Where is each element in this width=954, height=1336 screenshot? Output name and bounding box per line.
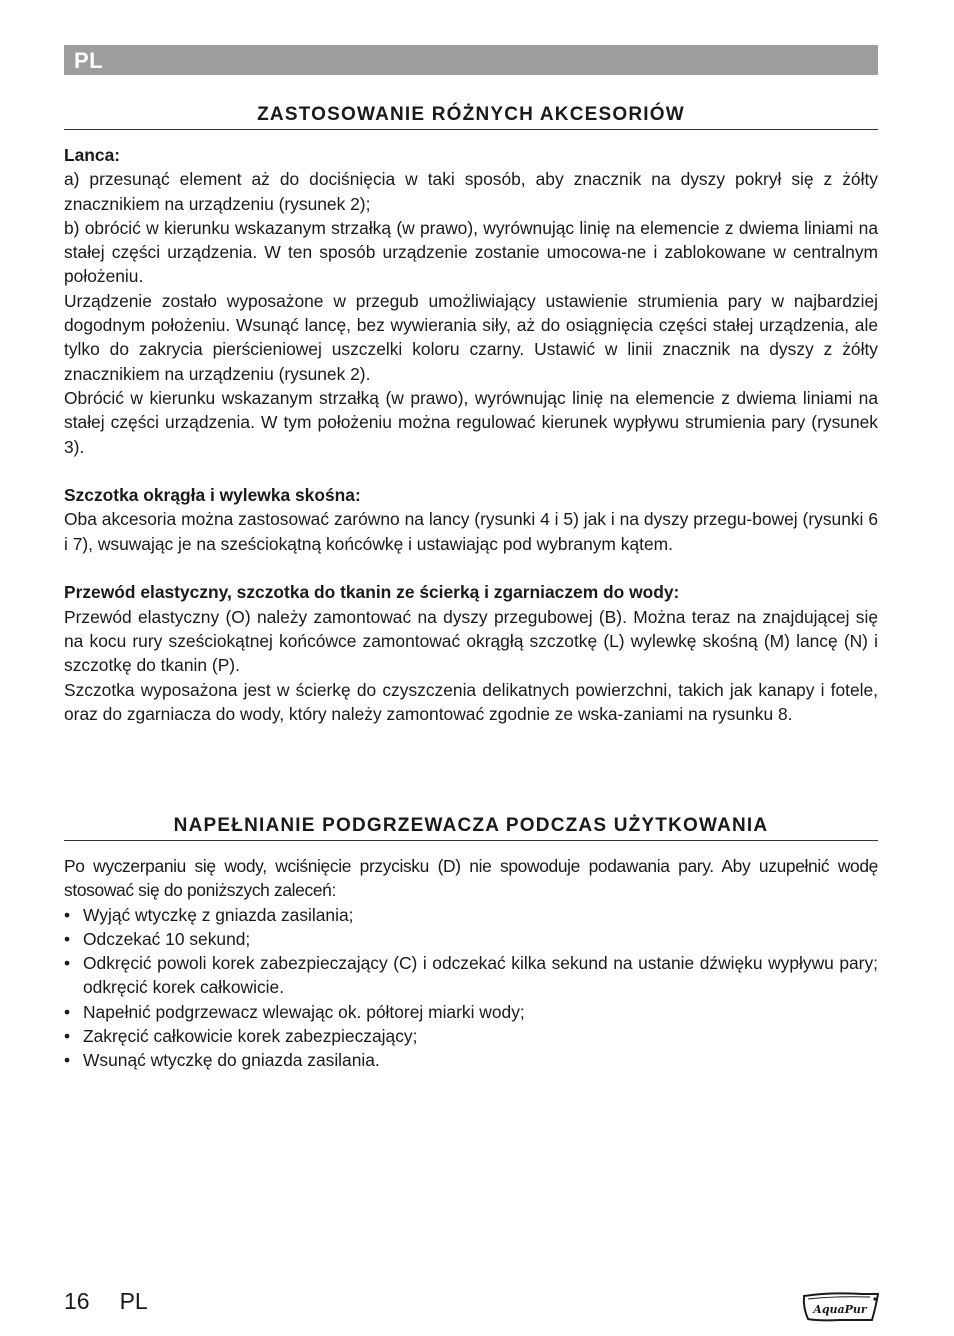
lanca-paragraph-1: Urządzenie zostało wyposażone w przegub umożliwiający ustawienie strumienia pary w najbardziej dogodnym położeniu. Wsunąć lancę, bez wywierania siły, aż do osiągnięcia części stałej urządzenia, ale tylko do zakrycia pierścieniowej uszczelki koloru czarny. Ustawić w linii znacznik na dyszy z żółty znacznikiem na urządzeniu (rysunek 2). bbox=[64, 290, 878, 384]
szczotka-paragraph: Oba akcesoria można zastosować zarówno na lancy (rysunki 4 i 5) jak i na dyszy przegu-bowej (rysunki 6 i 7), wsuwając je na sześciokątną końcówkę i ustawiając pod wybranym kątem. bbox=[64, 509, 878, 554]
lanca-paragraph-2: Obrócić w kierunku wskazanym strzałką (w prawo), wyrównując linię na elemencie z dwiema liniami na stałej części urządzenia. W tym położeniu można regulować kierunek wypływu strumienia pary (rysunek 3). bbox=[64, 387, 878, 457]
lanca-step-b: b) obrócić w kierunku wskazanym strzałką (w prawo), wyrównując linię na elemencie z dwiema liniami na stałej części urządzenia. W ten sposób urządzenie zostanie umocowa-ne i zablokowane w centralnym położeniu. bbox=[64, 217, 878, 287]
page-number: 16 bbox=[64, 1288, 90, 1314]
svg-text:AquaPur: AquaPur bbox=[813, 1303, 867, 1316]
language-code: PL bbox=[74, 48, 104, 73]
list-item: • Odczekać 10 sekund; bbox=[64, 927, 878, 951]
accessories-section-body bbox=[64, 143, 878, 726]
list-item: • Napełnić podgrzewacz wlewając ok. półtorej miarki wody; bbox=[64, 1000, 878, 1024]
refilling-intro: Po wyczerpaniu się wody, wciśnięcie przycisku (D) nie spowoduje podawania pary. Aby uzupełnić wodę stosować się do poniższych zaleceń: bbox=[64, 856, 878, 901]
list-item: • Zakręcić całkowicie korek zabezpieczający; bbox=[64, 1024, 878, 1048]
refilling-section-body bbox=[64, 854, 878, 1073]
list-item: • Wsunąć wtyczkę do gniazda zasilania. bbox=[64, 1048, 878, 1072]
section-title-accessories: ZASTOSOWANIE RÓŻNYCH AKCESORIÓW bbox=[64, 104, 878, 130]
list-item: • Odkręcić powoli korek zabezpieczający (C) i odczekać kilka sekund na ustanie dźwięku wypływu pary; odkręcić korek całkowicie. bbox=[64, 951, 878, 1000]
refilling-steps-list bbox=[64, 903, 878, 1073]
section-title-refilling: NAPEŁNIANIE PODGRZEWACZA PODCZAS UŻYTKOWANIA bbox=[64, 815, 878, 841]
przewod-paragraph-2: Szczotka wyposażona jest w ścierkę do czyszczenia delikatnych powierzchni, takich jak kanapy i fotele, oraz do zgarniacza do wody, który należy zamontować zgodnie ze wska-zaniami na rysunku 8. bbox=[64, 679, 878, 724]
language-header-bar bbox=[64, 45, 878, 75]
page-footer bbox=[64, 1288, 178, 1315]
lanca-heading: Lanca: bbox=[64, 145, 121, 165]
aquapur-logo bbox=[800, 1290, 880, 1324]
szczotka-heading: Szczotka okrągła i wylewka skośna: bbox=[64, 485, 361, 506]
przewod-paragraph-1: Przewód elastyczny (O) należy zamontować na dyszy przegubowej (B). Można teraz na znajdującej się na kocu rury sześciokątnej końcówce zamontować okrągłą szczotkę (L) wylewkę skośną (M) lancę (N) i szczotkę do tkanin (P). bbox=[64, 606, 878, 676]
lanca-step-a: a) przesunąć element aż do dociśnięcia w taki sposób, aby znacznik na dyszy pokrył się z żółty znacznikiem na urządzeniu (rysunek 2); bbox=[64, 169, 878, 214]
przewod-heading: Przewód elastyczny, szczotka do tkanin ze ścierką i zgarniaczem do wody: bbox=[64, 582, 680, 603]
list-item: • Wyjąć wtyczkę z gniazda zasilania; bbox=[64, 903, 878, 927]
footer-language: PL bbox=[119, 1288, 148, 1314]
